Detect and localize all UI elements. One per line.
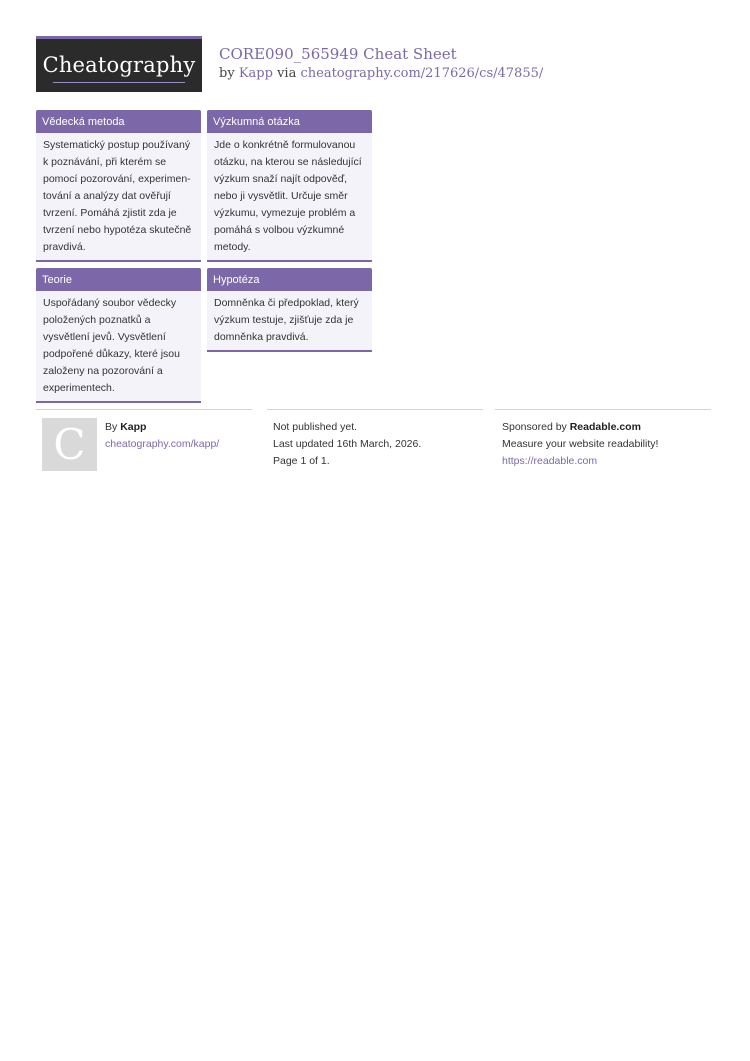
card-title: Teorie <box>36 268 201 291</box>
card-title: Hypotéza <box>207 268 372 291</box>
footer-divider <box>36 409 252 410</box>
card-vedecka-metoda <box>36 110 201 262</box>
card-line: tvrzení. Pomáhá zjistit zda je <box>43 207 177 219</box>
sponsor-name: Readable.com <box>569 421 641 433</box>
card-title: Vědecká metoda <box>36 110 201 133</box>
page-title[interactable]: CORE090_565949 Cheat Sheet <box>219 45 457 63</box>
card-body <box>36 291 201 401</box>
card-line: Domněnka či předpoklad, který <box>214 297 359 309</box>
sponsored-label: Sponsored by <box>502 421 567 433</box>
logo-text: Cheatography <box>42 53 196 77</box>
card-title: Výzkumná otázka <box>207 110 372 133</box>
sponsor-line <box>502 420 641 434</box>
footer-author-name: Kapp <box>120 421 147 433</box>
card-line: výzkum snaží najít odpověď, <box>214 173 348 185</box>
card-line: podpořené důkazy, které jsou <box>43 348 180 360</box>
last-updated: Last updated 16th March, 2026. <box>273 438 422 450</box>
card-body <box>207 133 372 260</box>
card-line: nebo ji vysvětlit. Určuje směr <box>214 190 348 202</box>
card-body <box>36 133 201 260</box>
card-line: Systematický postup používaný <box>43 139 191 151</box>
card-line: pomáhá s volbou výzkumné <box>214 224 345 236</box>
avatar-letter: C <box>53 420 86 469</box>
published-status: Not published yet. <box>273 421 358 433</box>
author-link[interactable]: Kapp <box>238 66 273 81</box>
card-line: položených poznatků a <box>43 314 151 326</box>
card-line: otázku, na kterou se následující <box>214 156 362 168</box>
card-line: domněnka pravdivá. <box>214 331 309 343</box>
card-line: tování a analýzy dat ověřují <box>43 190 171 202</box>
sponsor-tagline: Measure your website readability! <box>502 438 659 450</box>
card-hypoteza <box>207 268 372 352</box>
byline-by: by <box>219 66 235 81</box>
card-line: výzkumu, vymezuje problém a <box>214 207 356 219</box>
cheatography-logo[interactable] <box>36 36 202 92</box>
card-line: vysvětlení jevů. Vysvětlení <box>43 331 166 343</box>
card-vyzkumna-otazka <box>207 110 372 262</box>
card-line: pomocí pozorování, experimen- <box>43 173 191 185</box>
card-line: založeny na pozorování a <box>43 365 163 377</box>
card-line: k poznávání, při kterém se <box>43 156 167 168</box>
card-line: Jde o konkrétně formulovanou <box>214 139 356 151</box>
footer-divider <box>495 409 711 410</box>
footer-by-label: By <box>105 421 118 433</box>
sponsor-link[interactable]: https://readable.com <box>502 455 598 467</box>
byline-via: via <box>277 66 297 81</box>
card-line: tvrzení nebo hypotéza skutečně <box>43 224 192 236</box>
page-number: Page 1 of 1. <box>273 455 330 467</box>
logo-underline <box>53 82 185 83</box>
footer-author-link[interactable]: cheatography.com/kapp/ <box>105 438 220 450</box>
card-teorie <box>36 268 201 403</box>
byline <box>219 66 543 81</box>
card-line: Uspořádaný soubor vědecky <box>43 297 177 309</box>
sheet-url-link[interactable]: cheatography.com/217626/cs/47855/ <box>300 66 544 81</box>
card-line: experimentech. <box>43 382 115 394</box>
card-line: výzkum testuje, zjišťuje zda je <box>214 314 354 326</box>
card-line: metody. <box>214 241 251 253</box>
footer-divider <box>267 409 483 410</box>
card-body <box>207 291 372 350</box>
footer-author <box>105 420 146 434</box>
card-line: pravdivá. <box>43 241 86 253</box>
author-avatar[interactable] <box>42 418 97 471</box>
